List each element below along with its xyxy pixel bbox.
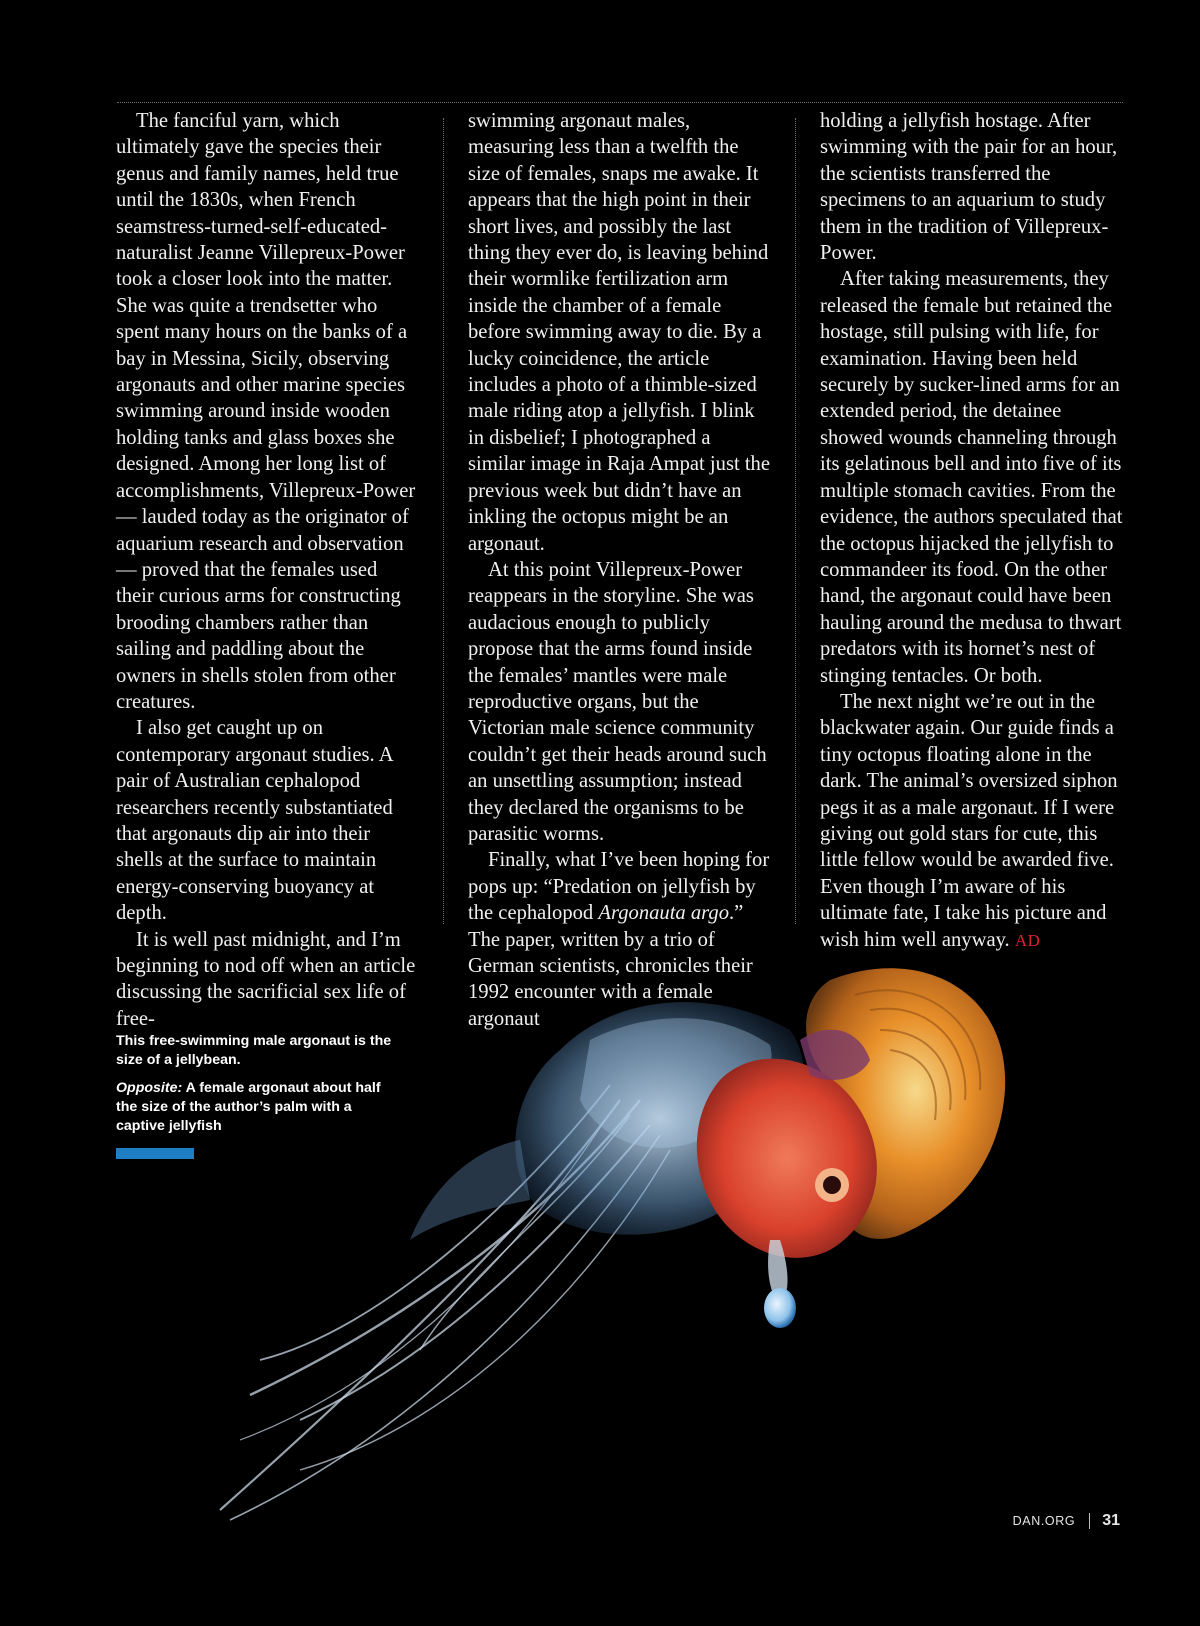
article-paragraph: I also get caught up on contemporary argonaut studies. A pair of Australian cephalopod researchers recently substantiated that argonauts dip air into their shells at the surface to maintain energy-conserving buoyancy at depth. <box>116 717 393 925</box>
column-divider <box>795 118 796 924</box>
caption-line: This free-swimming male argonaut is the size of a jellybean. <box>116 1033 392 1068</box>
article-paragraph: The fanciful yarn, which ultimately gave the species their genus and family names, held true until the 1830s, when French seamstress-turned-self-educated-naturalist Jeanne Villepreux-Power took a closer look into the matter. She was quite a trendsetter who spent many hours on the banks of a bay in Messina, Sicily, observing argonauts and other marine species swimming around inside wooden holding tanks and glass boxes she designed. Among her long list of accomplishments, Villepreux-Power — lauded today as the originator of aquarium research and observation — proved that the females used their curious arms for constructing brooding chambers rather than sailing and paddling about the owners in shells stolen from other creatures. <box>116 110 416 713</box>
photo-caption <box>116 1032 396 1145</box>
paragraph-text: .” The paper, written by a trio of German scientists, chronicles their 1992 encounter with a female argonaut <box>468 902 753 1030</box>
paragraph-text: The next night we’re out in the blackwater again. Our guide finds a tiny octopus floating alone in the dark. The animal’s oversized siphon pegs it as a male argonaut. If I were giving out gold stars for cute, this little fellow would be awarded five. Even though I’m aware of his ultimate fate, I take his picture and wish him well anyway. <box>820 690 1118 951</box>
footer-separator <box>1089 1513 1090 1529</box>
article-paragraph <box>820 689 1126 954</box>
article-column-3 <box>820 108 1126 954</box>
page-footer <box>1013 1512 1120 1530</box>
species-name: Argonauta argo <box>598 902 730 925</box>
top-dotted-rule <box>117 102 1123 103</box>
caption-text: A female argonaut about half the size of the author’s palm with a captive jellyfish <box>116 1080 381 1134</box>
article-paragraph: It is well past midnight, and I’m beginning to nod off when an article discussing the sacrificial sex life of free- <box>116 928 416 1030</box>
column-divider <box>443 118 444 924</box>
article-paragraph: swimming argonaut males, measuring less than a twelfth the size of females, snaps me awake. It appears that the high point in their short lives, and possibly the last thing they ever do, is leaving behind their wormlike fertilization arm inside the chamber of a female before swimming away to die. By a lucky coincidence, the article includes a photo of a thimble-sized male riding atop a jellyfish. I blink in disbelief; I photographed a similar image in Raja Ampat just the previous week but didn’t have an inkling the octopus might be an argonaut. <box>468 110 770 555</box>
article-paragraph: After taking measurements, they released the female but retained the hostage, still pulsing with life, for examination. Having been held securely by sucker-lined arms for an extended period, the detainee showed wounds channeling through its gelatinous bell and into five of its multiple stomach cavities. From the evidence, the authors speculated that the octopus hijacked the jellyfish to commandeer its food. On the other hand, the argonaut could have been hauling around the medusa to thwart predators with its hornet’s nest of stinging tentacles. Or both. <box>820 268 1123 687</box>
article-paragraph: At this point Villepreux-Power reappears in the storyline. She was audacious enough to publicly propose that the arms found inside the females’ mantles were male reproductive organs, but the Victorian male science community couldn’t get their heads around such an unsettling assumption; instead they declared the organisms to be parasitic worms. <box>468 558 767 845</box>
argonaut-siphon <box>764 1288 796 1328</box>
caption-opposite-label: Opposite: <box>116 1080 183 1096</box>
caption-accent-bar <box>116 1148 194 1159</box>
end-mark: AD <box>1014 930 1041 950</box>
article-column-1 <box>116 108 418 1032</box>
paragraph-text: Finally, what I’ve been hoping for pops up: “Predation on jellyfish by the cephalopod <box>468 849 770 925</box>
article-paragraph: holding a jellyfish hostage. After swimming with the pair for an hour, the scientists transferred the specimens to an aquarium to study them in the tradition of Villepreux-Power. <box>820 110 1118 265</box>
footer-site: DAN.ORG <box>1012 1514 1076 1528</box>
caption-line <box>116 1079 396 1136</box>
page-number: 31 <box>1102 1512 1120 1529</box>
article-column-2 <box>468 108 770 1032</box>
